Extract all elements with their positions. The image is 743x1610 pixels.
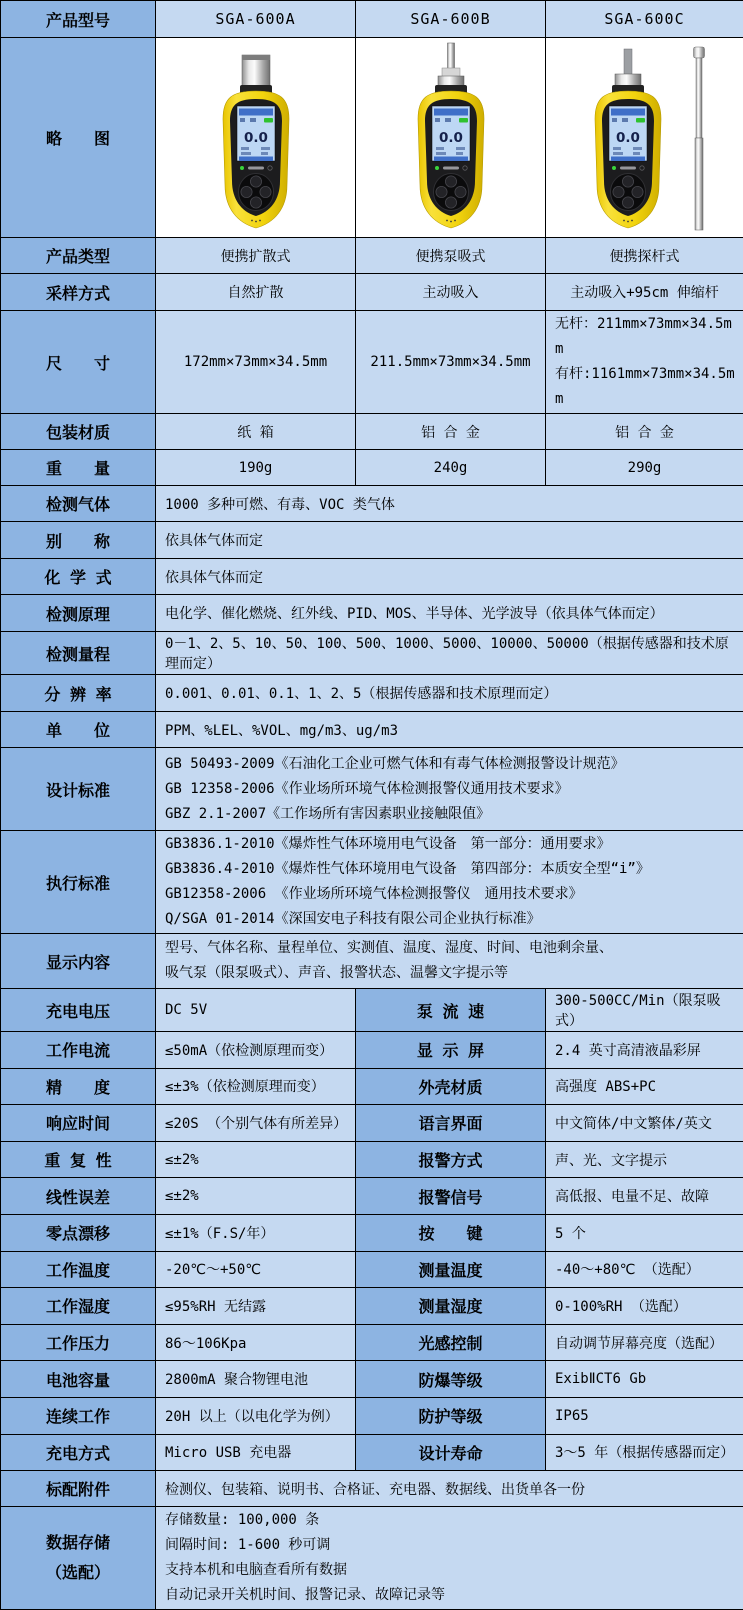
device-button <box>445 196 456 207</box>
comparison-value-line: 无杆：211mm×73mm×34.5mm <box>555 312 739 362</box>
full-row-value: 依具体气体而定 <box>156 522 743 559</box>
full-row-value-line: GBZ 2.1-2007《工作场所有害因素职业接触限值》 <box>165 802 739 827</box>
spec-label-left: 连续工作 <box>1 1397 156 1434</box>
spec-label-right: 报警信号 <box>356 1178 546 1215</box>
spec-value-right: 5 个 <box>546 1214 743 1251</box>
comparison-value: 自然扩散 <box>156 274 356 311</box>
power-led <box>435 166 439 170</box>
spec-label-right: 显 示 屏 <box>356 1032 546 1069</box>
spec-label-right: 泵 流 速 <box>356 989 546 1032</box>
comparison-value: 便携扩散式 <box>156 238 356 274</box>
spec-value-left: ≤±3%（依检测原理而变） <box>156 1068 356 1105</box>
full-row <box>1 934 743 989</box>
spec-row <box>1 1141 743 1178</box>
spec-value-left: 86～106Kpa <box>156 1324 356 1361</box>
spec-value-right: 中文简体/中文繁体/英文 <box>546 1105 743 1142</box>
row-label: 重 量 <box>1 450 156 486</box>
comparison-value: 便携泵吸式 <box>356 238 546 274</box>
row-label-storage <box>1 1507 156 1610</box>
row-label: 尺 寸 <box>1 311 156 414</box>
row-label: 采样方式 <box>1 274 156 311</box>
device-button <box>631 186 642 197</box>
spec-value-left: 2800mA 聚合物锂电池 <box>156 1361 356 1398</box>
model-name: SGA-600B <box>356 1 546 38</box>
spec-value-right: 自动调节屏幕亮度（选配） <box>546 1324 743 1361</box>
storage-label-line: （选配） <box>3 1558 153 1588</box>
row-label: 检测量程 <box>1 632 156 675</box>
spec-value-right: ExibⅡCT6 Gb <box>546 1361 743 1398</box>
spec-value-right: IP65 <box>546 1397 743 1434</box>
gas-detector-illustration <box>550 39 740 237</box>
spec-value-right: 2.4 英寸高清液晶彩屏 <box>546 1032 743 1069</box>
comparison-value: 190g <box>156 450 356 486</box>
spec-label-right: 外壳材质 <box>356 1068 546 1105</box>
spec-row <box>1 1324 743 1361</box>
comparison-row <box>1 274 743 311</box>
full-row-value-line: GB12358-2006 《作业场所环境气体检测报警仪 通用技术要求》 <box>165 882 739 907</box>
spec-label-right: 光感控制 <box>356 1324 546 1361</box>
full-row-value-line: GB 12358-2006《作业场所环境气体检测报警仪通用技术要求》 <box>165 777 739 802</box>
model-name: SGA-600C <box>546 1 743 38</box>
spec-label-left: 电池容量 <box>1 1361 156 1398</box>
power-led <box>612 166 616 170</box>
device-screen-value: 0.0 <box>616 130 640 146</box>
storage-label-line: 数据存储 <box>3 1528 153 1558</box>
device-button <box>259 186 270 197</box>
comparison-value: 主动吸入 <box>356 274 546 311</box>
spec-row <box>1 989 743 1032</box>
spec-value-left: ≤±2% <box>156 1141 356 1178</box>
full-row <box>1 831 743 934</box>
full-row-value-line: GB3836.4-2010《爆炸性气体环境用电气设备 第四部分：本质安全型“i”》 <box>165 857 739 882</box>
device-button <box>250 196 261 207</box>
spec-row <box>1 1288 743 1325</box>
spec-value-left: Micro USB 充电器 <box>156 1434 356 1471</box>
product-image-sga-600a <box>156 38 356 238</box>
full-row <box>1 522 743 559</box>
spec-label-left: 响应时间 <box>1 1105 156 1142</box>
full-row-value-line: Q/SGA 01-2014《深国安电子科技有限公司企业执行标准》 <box>165 907 739 932</box>
comparison-value: 纸 箱 <box>156 414 356 450</box>
spec-label-right: 防护等级 <box>356 1397 546 1434</box>
row-label: 单 位 <box>1 712 156 748</box>
row-label-product-model: 产品型号 <box>1 1 156 38</box>
device-button <box>436 186 447 197</box>
comparison-value: 211.5mm×73mm×34.5mm <box>356 311 546 414</box>
comparison-value <box>546 311 743 414</box>
spec-value-right: 高低报、电量不足、故障 <box>546 1178 743 1215</box>
accessories-value: 检测仪、包装箱、说明书、合格证、充电器、数据线、出货单各一份 <box>156 1471 743 1507</box>
full-row-value <box>156 748 743 831</box>
spec-label-right: 防爆等级 <box>356 1361 546 1398</box>
comparison-row <box>1 311 743 414</box>
full-row-value-line: GB 50493-2009《石油化工企业可燃气体和有毒气体检测报警设计规范》 <box>165 752 739 777</box>
row-label-sketch: 略 图 <box>1 38 156 238</box>
spec-value-right: 3～5 年（根据传感器而定） <box>546 1434 743 1471</box>
full-row <box>1 632 743 675</box>
storage-value-line: 支持本机和电脑查看所有数据 <box>165 1558 739 1583</box>
device-screen-value: 0.0 <box>439 130 463 146</box>
row-label: 分 辨 率 <box>1 675 156 712</box>
spec-label-right: 设计寿命 <box>356 1434 546 1471</box>
spec-row <box>1 1178 743 1215</box>
spec-label-left: 工作压力 <box>1 1324 156 1361</box>
spec-value-right: 300-500CC/Min（限泵吸式） <box>546 989 743 1032</box>
device-screen-value: 0.0 <box>244 130 268 146</box>
full-row-value: 1000 多种可燃、有毒、VOC 类气体 <box>156 486 743 522</box>
comparison-value: 主动吸入+95cm 伸缩杆 <box>546 274 743 311</box>
spec-value-right: 声、光、文字提示 <box>546 1141 743 1178</box>
spec-label-right: 报警方式 <box>356 1141 546 1178</box>
comparison-value: 铝 合 金 <box>546 414 743 450</box>
row-label: 产品类型 <box>1 238 156 274</box>
brand-mark <box>443 166 459 169</box>
device-button <box>250 175 261 186</box>
storage-value-line: 自动记录开关机时间、报警记录、故障记录等 <box>165 1583 739 1608</box>
spec-value-left: ≤±1%（F.S/年） <box>156 1214 356 1251</box>
comparison-value-line: 有杆:1161mm×73mm×34.5mm <box>555 362 739 412</box>
comparison-row <box>1 414 743 450</box>
power-led <box>240 166 244 170</box>
spec-label-left: 线性误差 <box>1 1178 156 1215</box>
storage-row <box>1 1507 743 1610</box>
comparison-value: 290g <box>546 450 743 486</box>
spec-value-left: ≤20S （个别气体有所差异） <box>156 1105 356 1142</box>
spec-row <box>1 1251 743 1288</box>
full-row-value <box>156 831 743 934</box>
spec-row <box>1 1397 743 1434</box>
row-label: 化 学 式 <box>1 559 156 595</box>
comparison-value: 铝 合 金 <box>356 414 546 450</box>
spec-label-left: 精 度 <box>1 1068 156 1105</box>
spec-label-left: 工作电流 <box>1 1032 156 1069</box>
device-button <box>455 186 466 197</box>
storage-value <box>156 1507 743 1610</box>
storage-value-line: 存储数量: 100,000 条 <box>165 1508 739 1533</box>
comparison-value: 172mm×73mm×34.5mm <box>156 311 356 414</box>
row-label-accessories: 标配附件 <box>1 1471 156 1507</box>
spec-label-right: 按 键 <box>356 1214 546 1251</box>
full-row <box>1 486 743 522</box>
full-row-value: 0.001、0.01、0.1、1、2、5（根据传感器和技术原理而定） <box>156 675 743 712</box>
row-label: 别 称 <box>1 522 156 559</box>
product-image-sga-600c <box>546 38 743 238</box>
device-button <box>622 196 633 207</box>
spec-row <box>1 1361 743 1398</box>
gas-detector-illustration <box>356 39 546 237</box>
product-image-sga-600b <box>356 38 546 238</box>
spec-label-right: 测量湿度 <box>356 1288 546 1325</box>
spec-value-left: ≤95%RH 无结露 <box>156 1288 356 1325</box>
full-row <box>1 675 743 712</box>
full-row-value: 依具体气体而定 <box>156 559 743 595</box>
spec-row <box>1 1032 743 1069</box>
full-row-value: 0－1、2、5、10、50、100、500、1000、5000、10000、50000（根据传感器和技术原理而定） <box>156 632 743 675</box>
model-name: SGA-600A <box>156 1 356 38</box>
device-button <box>612 186 623 197</box>
accessories-row <box>1 1471 743 1507</box>
row-label: 显示内容 <box>1 934 156 989</box>
full-row-value-line: GB3836.1-2010《爆炸性气体环境用电气设备 第一部分：通用要求》 <box>165 832 739 857</box>
spec-value-left: ≤50mA（依检测原理而变） <box>156 1032 356 1069</box>
telescopic-rod <box>693 47 704 58</box>
spec-row <box>1 1105 743 1142</box>
device-button <box>445 175 456 186</box>
spec-label-right: 语言界面 <box>356 1105 546 1142</box>
spec-row <box>1 1068 743 1105</box>
device-button <box>240 186 251 197</box>
gas-detector-illustration <box>161 39 351 237</box>
full-row <box>1 712 743 748</box>
brand-mark <box>620 166 636 169</box>
full-row <box>1 595 743 632</box>
spec-label-left: 工作湿度 <box>1 1288 156 1325</box>
spec-label-left: 充电电压 <box>1 989 156 1032</box>
spec-value-right: 0-100%RH （选配） <box>546 1288 743 1325</box>
brand-mark <box>248 166 264 169</box>
comparison-row <box>1 450 743 486</box>
comparison-row <box>1 238 743 274</box>
header-row <box>1 1 743 38</box>
row-label: 检测原理 <box>1 595 156 632</box>
comparison-value: 240g <box>356 450 546 486</box>
full-row <box>1 748 743 831</box>
spec-label-left: 零点漂移 <box>1 1214 156 1251</box>
row-label: 包装材质 <box>1 414 156 450</box>
full-row-value: PPM、%LEL、%VOL、mg/m3、ug/m3 <box>156 712 743 748</box>
spec-label-left: 充电方式 <box>1 1434 156 1471</box>
sketch-row <box>1 38 743 238</box>
spec-value-right: -40～+80℃ （选配） <box>546 1251 743 1288</box>
full-row-value: 电化学、催化燃烧、红外线、PID、MOS、半导体、光学波导（依具体气体而定） <box>156 595 743 632</box>
full-row-value <box>156 934 743 989</box>
spec-row <box>1 1214 743 1251</box>
row-label: 执行标准 <box>1 831 156 934</box>
storage-value-line: 间隔时间: 1-600 秒可调 <box>165 1533 739 1558</box>
full-row-value-line: 型号、气体名称、量程单位、实测值、温度、湿度、时间、电池剩余量、 <box>165 936 739 961</box>
spec-label-left: 工作温度 <box>1 1251 156 1288</box>
row-label: 设计标准 <box>1 748 156 831</box>
row-label: 检测气体 <box>1 486 156 522</box>
spec-value-left: 20H 以上（以电化学为例） <box>156 1397 356 1434</box>
device-button <box>622 175 633 186</box>
spec-row <box>1 1434 743 1471</box>
spec-value-left: ≤±2% <box>156 1178 356 1215</box>
spec-value-right: 高强度 ABS+PC <box>546 1068 743 1105</box>
comparison-value: 便携探杆式 <box>546 238 743 274</box>
spec-label-left: 重 复 性 <box>1 1141 156 1178</box>
spec-value-left: -20℃～+50℃ <box>156 1251 356 1288</box>
spec-value-left: DC 5V <box>156 989 356 1032</box>
full-row <box>1 559 743 595</box>
spec-label-right: 测量温度 <box>356 1251 546 1288</box>
full-row-value-line: 吸气泵（限泵吸式）、声音、报警状态、温馨文字提示等 <box>165 961 739 986</box>
